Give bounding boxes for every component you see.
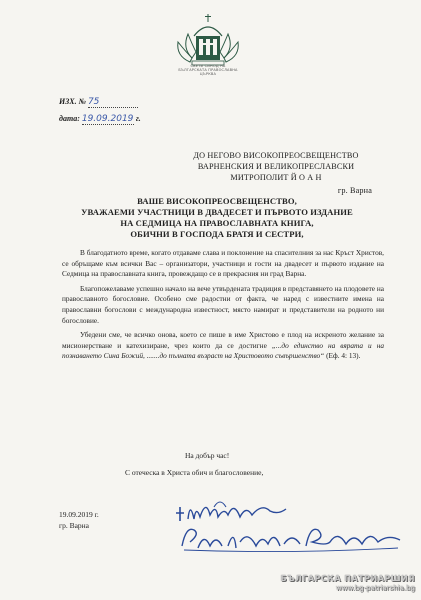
outgoing-date	[59, 114, 141, 125]
salutation-line-1: ВАШЕ ВИСОКОПРЕОСВЕЩЕНСТВО,	[137, 196, 297, 206]
signature-date-block	[59, 509, 99, 531]
watermark-title: БЪЛГАРСКА ПАТРИАРШИЯ	[280, 574, 415, 583]
outgoing-number-label: ИЗХ. №	[59, 97, 86, 106]
salutation-line-4: ОБИЧНИ В ГОСПОДА БРАТЯ И СЕСТРИ,	[130, 229, 304, 239]
handwritten-signature-title	[176, 520, 406, 556]
outgoing-number-value: 75	[88, 97, 138, 108]
outgoing-date-value: 19.09.2019	[81, 114, 134, 124]
addressee-block	[156, 150, 396, 196]
letter-body	[62, 248, 384, 366]
paragraph-2: Благопожелаваме успешно начало на вече утвърдената традиция в представянето на плодовете на православното богословие. Особено сме радостни от факта, че наред с известните имена на православни богослови с международна известност, място намират и представители на родното ни богословие.	[62, 283, 384, 325]
closing-wish: На добър час!	[185, 451, 230, 460]
signature-date: 19.09.2019 г.	[59, 510, 99, 519]
outgoing-date-suffix: г.	[135, 114, 141, 123]
signature-city: гр. Варна	[59, 521, 89, 530]
watermark-url: www.bg-patriarshia.bg	[335, 584, 415, 592]
addressee-city: гр. Варна	[337, 186, 372, 195]
paragraph-3-text: Убедени сме, че всичко онова, което се пише в име Христово е плод на искреното желание за мисионерстване и катехизиране, чрез които да се достигне	[62, 330, 384, 350]
addressee-line-2: ВАРНЕНСКИЯ И ВЕЛИКОПРЕСЛАВСКИ	[197, 162, 355, 171]
salutation-line-2: УВАЖАЕМИ УЧАСТНИЦИ В ДВАДЕСЕТ И ПЪРВОТО ИЗДАНИЕ	[81, 207, 353, 217]
paragraph-3	[62, 330, 384, 362]
addressee-line-1: ДО НЕГОВО ВИСОКОПРЕОСВЕЩЕНСТВО	[193, 151, 359, 160]
salutation-line-3: НА СЕДМИЦА НА ПРАВОСЛАВНАТА КНИГА,	[120, 218, 314, 228]
addressee-line-3: МИТРОПОЛИТ Й О А Н	[230, 173, 322, 182]
scripture-quote: „...до единство на вярата и на познаването Сина Божий, .......до пълната възраст на Христовото съвършенство“	[62, 340, 384, 361]
outgoing-number	[59, 97, 138, 108]
paragraph-1: В благодатното време, когато отдаваме слава и поклонение на спасителния за нас Кръст Христов, се обръщаме към всички Вас – организатори, участници и гости на двадесет и първото издание на Седмица на православната книга, провеждащо се в прекрасния ни град Варна.	[62, 248, 384, 279]
watermark	[281, 574, 416, 592]
salutation	[52, 196, 382, 240]
closing-blessing: С отеческа в Христа обич и благословение,	[125, 468, 264, 477]
outgoing-date-label: дата:	[59, 114, 80, 123]
scripture-reference: (Еф. 4: 13).	[324, 351, 361, 361]
emblem-caption: СВЕТИ СИНОД НА БЪЛГАРСКАТА ПРАВОСЛАВНА ЦЪРКВА	[178, 64, 238, 76]
